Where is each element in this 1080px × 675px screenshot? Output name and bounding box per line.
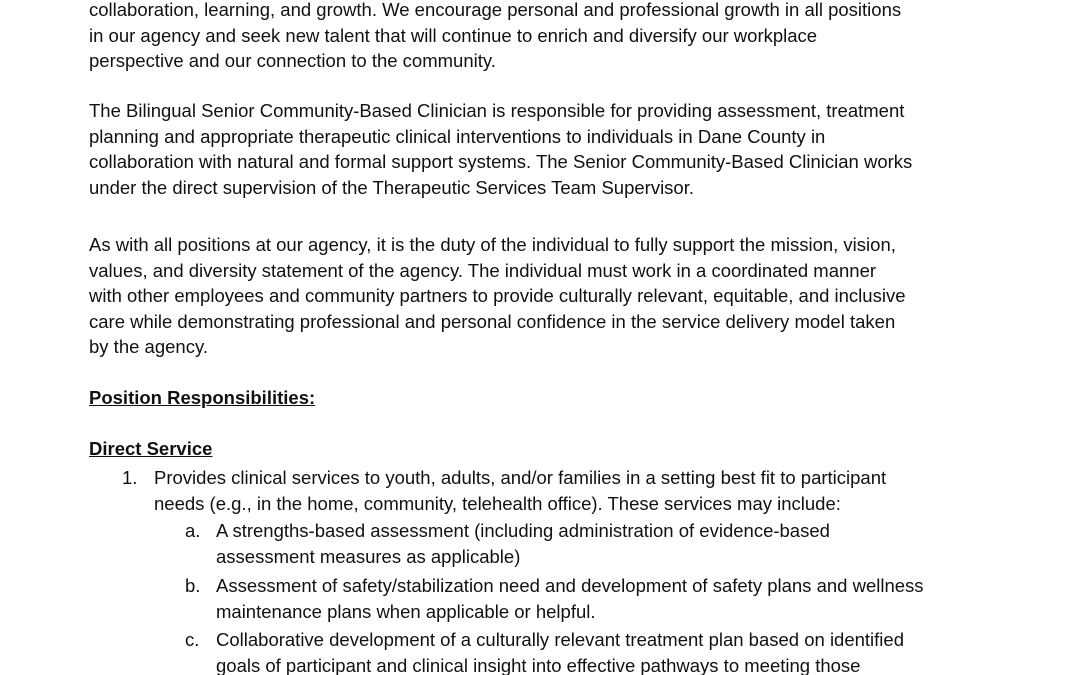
text-line: with other employees and community partners to provide culturally relevant, equitable, and inclusive xyxy=(89,285,906,307)
text-line: The Bilingual Senior Community-Based Clinician is responsible for providing assessment, treatment xyxy=(89,100,905,121)
list-item-text xyxy=(154,465,964,516)
text-line: Assessment of safety/stabilization need and development of safety plans and wellness xyxy=(216,575,924,596)
text-line: needs (e.g., in the home, community, telehealth office). These services may include: xyxy=(154,492,841,514)
text-line: planning and appropriate therapeutic clinical interventions to individuals in Dane County in xyxy=(89,125,826,147)
text-line: collaboration, learning, and growth. We encourage personal and professional growth in all positions xyxy=(89,0,902,20)
text-line: Collaborative development of a culturally relevant treatment plan based on identified xyxy=(216,629,904,650)
text-line: goals of participant and clinical insight into effective pathways to meeting those xyxy=(216,654,861,675)
text-line: by the agency. xyxy=(89,336,208,358)
list-item-text xyxy=(216,573,976,624)
text-line: Provides clinical services to youth, adults, and/or families in a setting best fit to participant xyxy=(154,467,887,488)
text-line: perspective and our connection to the community. xyxy=(89,50,496,72)
subsection-heading-direct-service: Direct Service xyxy=(89,438,213,459)
text-line: assessment measures as applicable) xyxy=(216,545,521,567)
text-line: values, and diversity statement of the agency. The individual must work in a coordinated manner xyxy=(89,259,877,281)
intro-paragraph-continuation xyxy=(89,0,969,74)
text-line: under the direct supervision of the Therapeutic Services Team Supervisor. xyxy=(89,176,694,198)
text-line: in our agency and seek new talent that will continue to enrich and diversify our workplace xyxy=(89,24,818,46)
role-summary-paragraph xyxy=(89,98,969,200)
duty-statement-paragraph xyxy=(89,232,969,360)
text-line: A strengths-based assessment (including administration of evidence-based xyxy=(216,520,830,541)
list-marker: c. xyxy=(185,629,200,650)
list-marker: 1. xyxy=(122,467,138,488)
list-marker: b. xyxy=(185,575,201,596)
text-line: As with all positions at our agency, it is the duty of the individual to fully support the mission, vision, xyxy=(89,234,896,255)
text-line: collaboration with natural and formal support systems. The Senior Community-Based Clinician works xyxy=(89,151,913,173)
list-item-text xyxy=(216,518,976,569)
text-line: care while demonstrating professional and personal confidence in the service delivery model taken xyxy=(89,310,896,332)
section-heading-position-responsibilities: Position Responsibilities: xyxy=(89,387,316,408)
list-marker: a. xyxy=(185,520,201,541)
list-item-text xyxy=(216,627,976,675)
text-line: maintenance plans when applicable or helpful. xyxy=(216,600,596,622)
